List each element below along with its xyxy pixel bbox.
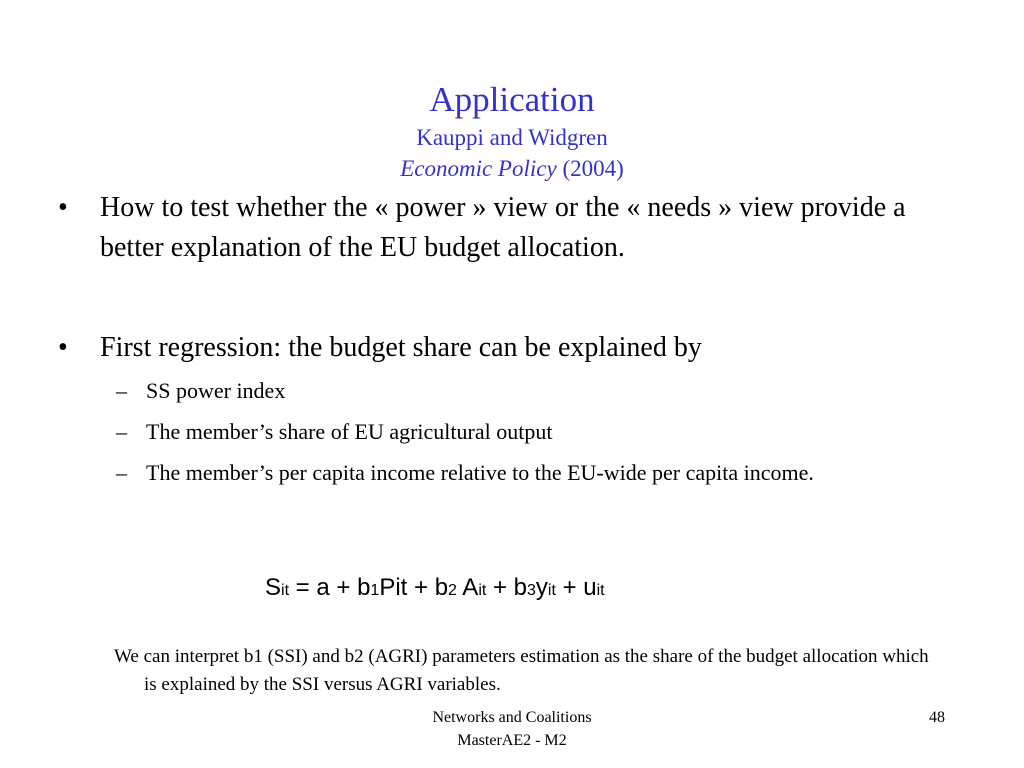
journal-name: Economic Policy xyxy=(400,156,557,181)
equation-b3-index: 3 xyxy=(527,582,536,599)
equation-a-subscript: it xyxy=(478,582,487,599)
bullet-item xyxy=(58,328,968,368)
bullet-text: First regression: the budget share can be explained by xyxy=(100,332,702,363)
interpretation-note: We can interpret b1 (SSI) and b2 (AGRI) parameters estimation as the share of the budget allocation which is explained by the SSI versus AGRI variables. xyxy=(114,646,929,695)
footer-course-title: Networks and Coalitions xyxy=(432,709,592,726)
publication-year: (2004) xyxy=(562,156,624,181)
sub-bullet-text: SS power index xyxy=(146,378,286,403)
sub-bullet-item xyxy=(116,373,936,409)
regression-equation xyxy=(265,570,605,609)
equation-part: A xyxy=(456,574,479,601)
bullet-icon: • xyxy=(58,332,68,363)
dash-icon: – xyxy=(116,419,127,444)
equation-s: S xyxy=(265,574,282,601)
equation-u-subscript: it xyxy=(596,582,605,599)
equation-y-subscript: it xyxy=(547,582,556,599)
dash-icon: – xyxy=(116,378,127,403)
slide-title-block xyxy=(0,78,1024,184)
bullet-text: How to test whether the « power » view or the « needs » view provide a better explanation of the EU budget allocation. xyxy=(100,192,906,263)
equation-s-subscript: it xyxy=(281,582,290,599)
slide-title: Application xyxy=(429,80,595,119)
dash-icon: – xyxy=(116,460,127,485)
slide-subtitle-authors: Kauppi and Widgren xyxy=(416,125,608,150)
sub-bullet-item xyxy=(116,414,936,450)
equation-b1-index: 1 xyxy=(370,582,380,599)
slide-footer xyxy=(362,706,662,752)
sub-bullet-item xyxy=(116,455,936,527)
bullet-item xyxy=(58,188,968,268)
equation-y: y xyxy=(535,574,548,601)
bullet-icon: • xyxy=(58,192,68,223)
sub-bullet-text: The member’s share of EU agricultural output xyxy=(146,419,553,444)
equation-part: = a + b xyxy=(289,574,371,601)
sub-bullet-text: The member’s per capita income relative to the EU-wide per capita income. xyxy=(146,460,814,485)
page-number: 48 xyxy=(929,709,945,726)
footer-program: MasterAE2 - M2 xyxy=(457,732,567,749)
equation-part: + u xyxy=(555,574,597,601)
equation-part: + b xyxy=(486,574,528,601)
slide-subtitle-reference xyxy=(0,153,1024,184)
equation-b2-index: 2 xyxy=(448,582,457,599)
equation-part: Pit + b xyxy=(379,574,449,601)
